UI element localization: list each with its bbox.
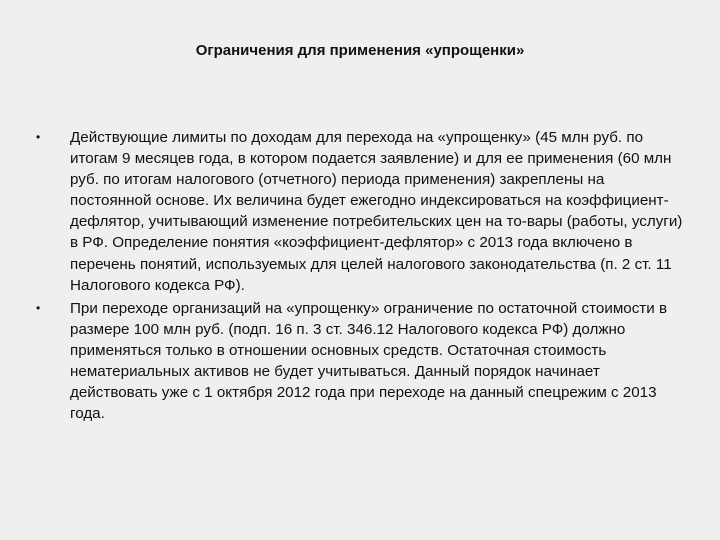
bullet-item-limits [36,127,686,296]
bullet-icon: • [36,130,41,144]
bullet-text: При переходе организаций на «упрощенку» ограничение по остаточной стоимости в размере 100 млн руб. (подп. 16 п. 3 ст. 346.12 Налогового кодекса РФ) должно применяться только в отношении основных средств. Остаточная стоимость нематериальных активов не будет учитываться. Данный порядок начинает действовать уже с 1 октября 2012 года при переходе на данный спецрежим с 2013 года. [70,299,668,423]
slide-title: Ограничения для применения «упрощенки» [195,42,525,59]
bullet-text: Действующие лимиты по доходам для перехода на «упрощенку» (45 млн руб. по итогам 9 месяцев года, в котором подается заявление) и для ее применения (60 млн руб. по итогам налогового (отчетного) периода применения) закреплены на постоянной основе. Их величина будет ежегодно индексироваться на коэффициент-дефлятор, учитывающий изменение потребительских цен на то-вары (работы, услуги) в РФ. Определение понятия «коэффициент-дефлятор» с 2013 года включено в перечень понятий, используемых для целей налогового законодательства (п. 2 ст. 11 Налогового кодекса РФ). [70,129,683,294]
bullet-item-residual-value [36,298,686,425]
bullet-icon: • [36,300,41,315]
bullet-list [36,127,686,426]
